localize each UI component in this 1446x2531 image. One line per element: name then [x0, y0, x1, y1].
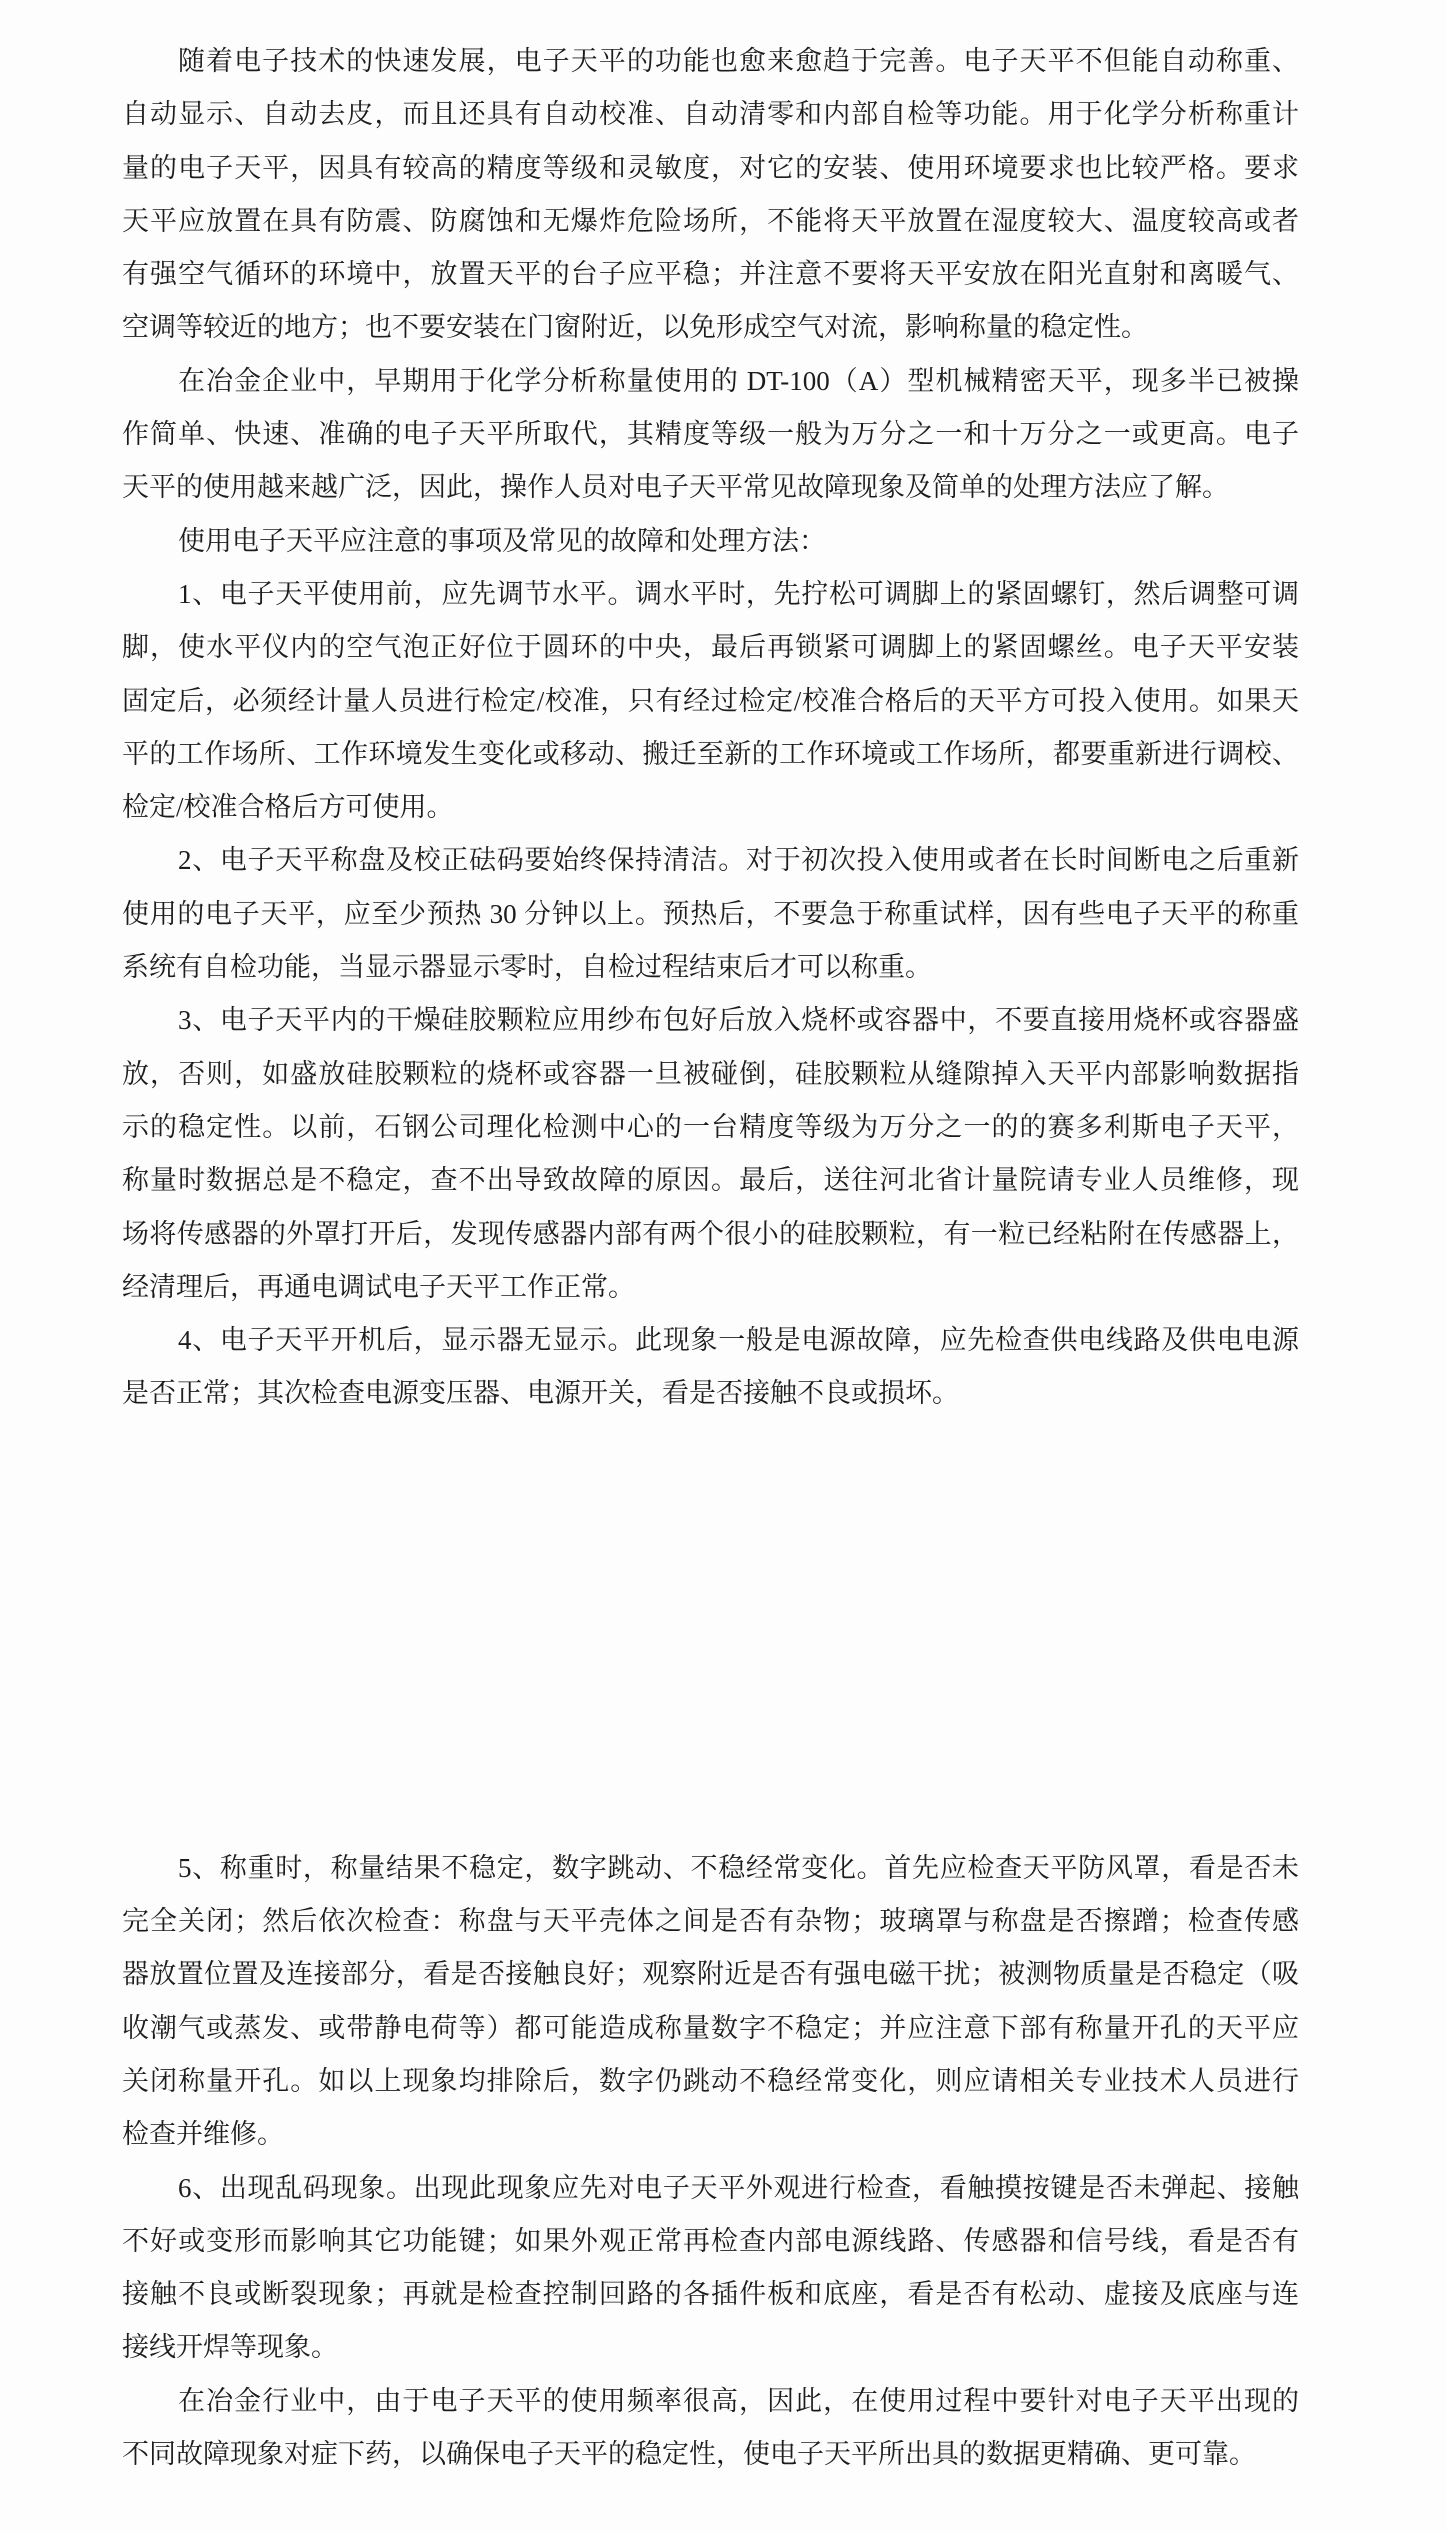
text-line: 收潮气或蒸发、或带静电荷等）都可能造成称量数字不稳定；并应注意下部有称量开孔的天平应 — [122, 2012, 1299, 2043]
text-line: 不好或变形而影响其它功能键；如果外观正常再检查内部电源线路、传感器和信号线，看是否有 — [122, 2225, 1299, 2256]
text-line: 是否正常；其次检查电源变压器、电源开关，看是否接触不良或损坏。 — [122, 1378, 959, 1409]
text-line: 使用的电子天平，应至少预热 30 分钟以上。预热后，不要急于称重试样，因有些电子天平的称重 — [122, 898, 1299, 929]
paragraph — [122, 515, 1299, 568]
paragraph — [122, 2375, 1299, 2482]
paragraph — [122, 994, 1299, 1314]
text-line: 天平应放置在具有防震、防腐蚀和无爆炸危险场所，不能将天平放置在湿度较大、温度较高或者 — [122, 205, 1299, 236]
text-line: 示的稳定性。以前，石钢公司理化检测中心的一台精度等级为万分之一的的赛多利斯电子天平， — [122, 1111, 1299, 1142]
text-line: 4、电子天平开机后，显示器无显示。此现象一般是电源故障，应先检查供电线路及供电电源 — [178, 1325, 1299, 1356]
paragraph — [122, 1314, 1299, 1421]
paragraph — [122, 1842, 1299, 2162]
text-line: 平的工作场所、工作环境发生变化或移动、搬迁至新的工作环境或工作场所，都要重新进行调校、 — [122, 738, 1299, 769]
text-line: 1、电子天平使用前，应先调节水平。调水平时，先拧松可调脚上的紧固螺钉，然后调整可调 — [178, 578, 1299, 609]
paragraph — [122, 568, 1299, 834]
text-line: 检定/校准合格后方可使用。 — [122, 792, 454, 823]
text-line: 在冶金企业中，早期用于化学分析称量使用的 DT-100（A）型机械精密天平，现多半已被操 — [178, 365, 1299, 396]
text-line: 自动显示、自动去皮，而且还具有自动校准、自动清零和内部自检等功能。用于化学分析称重计 — [122, 99, 1299, 130]
text-line: 完全关闭；然后依次检查：称盘与天平壳体之间是否有杂物；玻璃罩与称盘是否擦蹭；检查传感 — [122, 1906, 1299, 1937]
text-line: 空调等较近的地方；也不要安装在门窗附近，以免形成空气对流，影响称量的稳定性。 — [122, 312, 1148, 343]
text-line: 6、出现乱码现象。出现此现象应先对电子天平外观进行检查，看触摸按键是否未弹起、接触 — [178, 2172, 1299, 2203]
text-line: 接线开焊等现象。 — [122, 2332, 338, 2363]
paragraph — [122, 2162, 1299, 2375]
text-line: 3、电子天平内的干燥硅胶颗粒应用纱布包好后放入烧杯或容器中，不要直接用烧杯或容器盛 — [178, 1005, 1299, 1036]
document-body — [122, 35, 1299, 2481]
paragraph — [122, 834, 1299, 994]
text-line: 接触不良或断裂现象；再就是检查控制回路的各插件板和底座，看是否有松动、虚接及底座与连 — [122, 2279, 1299, 2310]
text-line: 不同故障现象对症下药，以确保电子天平的稳定性，使电子天平所出具的数据更精确、更可靠。 — [122, 2438, 1256, 2469]
paragraph — [122, 35, 1299, 355]
text-line: 有强空气循环的环境中，放置天平的台子应平稳；并注意不要将天平安放在阳光直射和离暖气、 — [122, 259, 1299, 290]
text-line: 检查并维修。 — [122, 2119, 284, 2150]
text-line: 脚，使水平仪内的空气泡正好位于圆环的中央，最后再锁紧可调脚上的紧固螺丝。电子天平安装 — [122, 632, 1299, 663]
text-line: 随着电子技术的快速发展，电子天平的功能也愈来愈趋于完善。电子天平不但能自动称重、 — [178, 46, 1299, 76]
paragraph — [122, 355, 1299, 515]
text-line: 关闭称量开孔。如以上现象均排除后，数字仍跳动不稳经常变化，则应请相关专业技术人员进行 — [122, 2065, 1299, 2096]
text-line: 使用电子天平应注意的事项及常见的故障和处理方法： — [178, 525, 826, 556]
text-line: 器放置位置及连接部分，看是否接触良好；观察附近是否有强电磁干扰；被测物质量是否稳定（吸 — [122, 1959, 1299, 1990]
paragraph-spacer — [122, 1421, 1299, 1842]
text-line: 固定后，必须经计量人员进行检定/校准，只有经过检定/校准合格后的天平方可投入使用。如果天 — [122, 685, 1299, 716]
text-line: 系统有自检功能，当显示器显示零时，自检过程结束后才可以称重。 — [122, 952, 932, 983]
text-line: 在冶金行业中，由于电子天平的使用频率很高，因此，在使用过程中要针对电子天平出现的 — [178, 2385, 1299, 2416]
text-line: 称量时数据总是不稳定，查不出导致故障的原因。最后，送往河北省计量院请专业人员维修，现 — [122, 1165, 1299, 1196]
text-line: 经清理后，再通电调试电子天平工作正常。 — [122, 1271, 635, 1302]
text-line: 5、称重时，称量结果不稳定，数字跳动、不稳经常变化。首先应检查天平防风罩，看是否未 — [178, 1852, 1299, 1883]
text-line: 天平的使用越来越广泛，因此，操作人员对电子天平常见故障现象及简单的处理方法应了解。 — [122, 472, 1229, 503]
text-line: 2、电子天平称盘及校正砝码要始终保持清洁。对于初次投入使用或者在长时间断电之后重新 — [178, 845, 1299, 876]
text-line: 量的电子天平，因具有较高的精度等级和灵敏度，对它的安装、使用环境要求也比较严格。要求 — [122, 152, 1299, 183]
text-line: 场将传感器的外罩打开后，发现传感器内部有两个很小的硅胶颗粒，有一粒已经粘附在传感器上， — [122, 1218, 1299, 1249]
text-line: 作简单、快速、准确的电子天平所取代，其精度等级一般为万分之一和十万分之一或更高。电子 — [122, 419, 1299, 450]
text-line: 放，否则，如盛放硅胶颗粒的烧杯或容器一旦被碰倒，硅胶颗粒从缝隙掉入天平内部影响数据指 — [122, 1058, 1299, 1089]
